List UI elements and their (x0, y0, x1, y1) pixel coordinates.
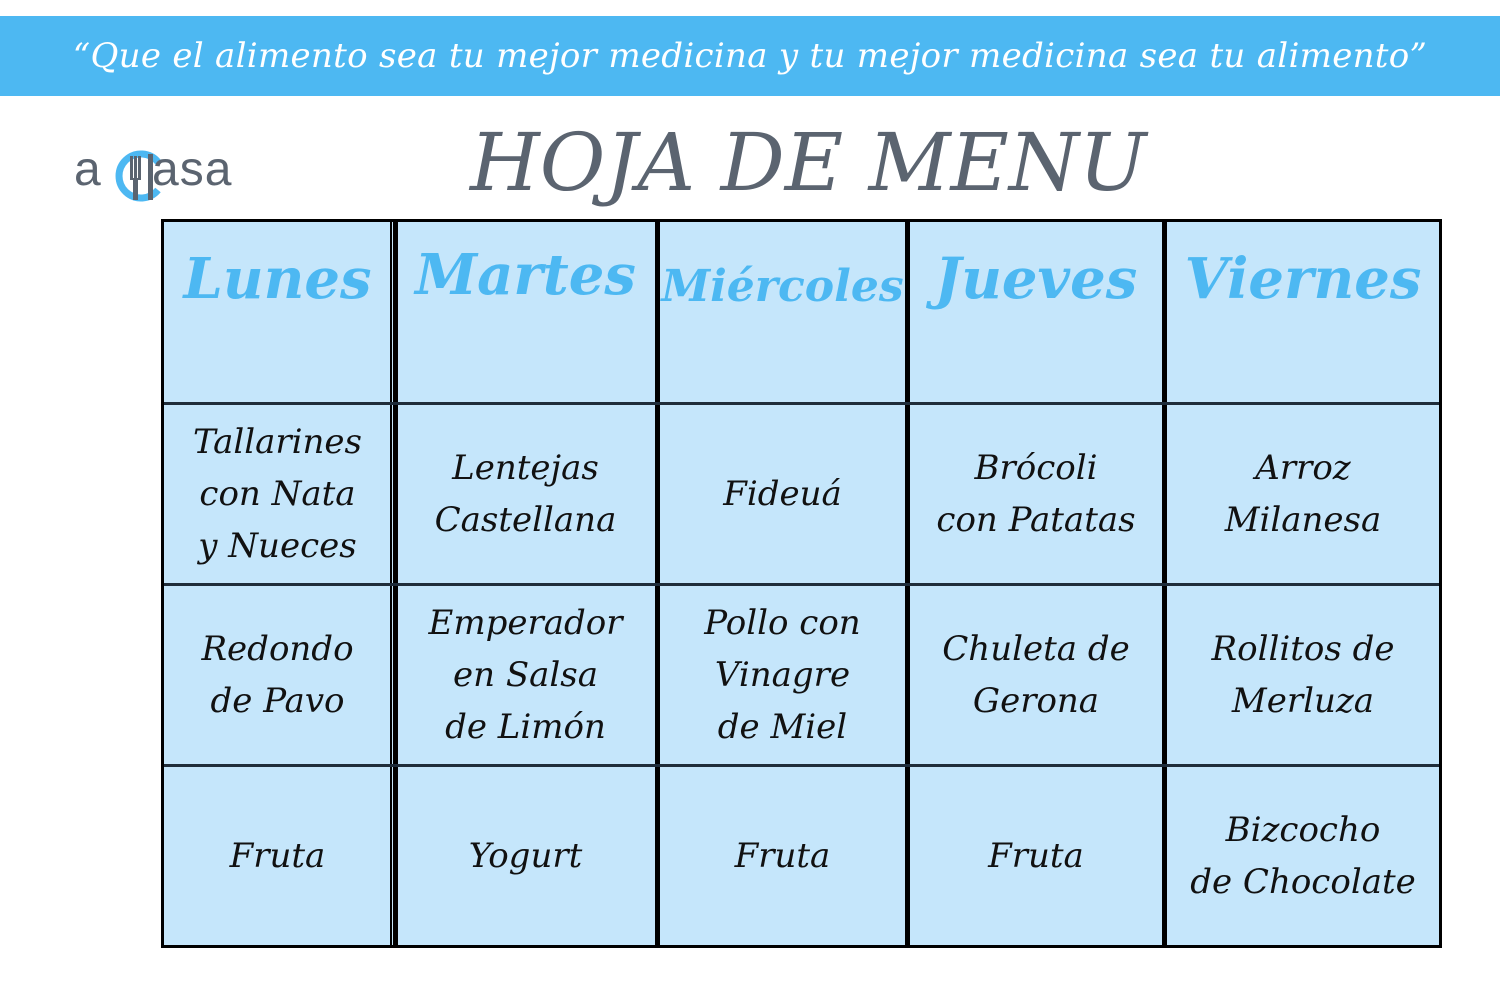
day-header-martes: Martes (415, 242, 636, 308)
row-divider (164, 402, 1439, 405)
quote-banner (0, 16, 1500, 96)
dish-martes-3: Yogurt (468, 836, 583, 876)
day-header-jueves: Jueves (934, 246, 1138, 312)
dish-lunes-3: Fruta (229, 836, 326, 876)
logo-suffix: asa (152, 143, 233, 196)
dish-viernes-3: Bizcocho de Chocolate (1190, 810, 1416, 902)
dish-viernes-1: Arroz Milanesa (1224, 448, 1382, 540)
day-header-miercoles: Miércoles (661, 261, 904, 312)
dish-jueves-3: Fruta (988, 836, 1084, 876)
dish-viernes-2: Rollitos de Merluza (1211, 629, 1395, 721)
menu-table (161, 219, 1442, 948)
page-title: HOJA DE MENU (470, 116, 1147, 209)
dish-martes-2: Emperador en Salsa de Limón (428, 603, 623, 747)
logo (70, 140, 270, 210)
row-divider (164, 764, 1439, 767)
day-header-viernes: Viernes (1184, 246, 1422, 312)
day-header-lunes: Lunes (183, 246, 372, 312)
logo-prefix: a (74, 143, 102, 196)
row-divider (164, 583, 1439, 586)
dish-jueves-1: Brócoli con Patatas (936, 448, 1136, 540)
quote-text: “Que el alimento sea tu mejor medicina y tu mejor medicina sea tu alimento” (72, 36, 1428, 76)
dish-lunes-1: Tallarines con Nata y Nueces (193, 422, 362, 566)
dish-miercoles-2: Pollo con Vinagre de Miel (704, 603, 861, 747)
dish-jueves-2: Chuleta de Gerona (942, 629, 1130, 721)
dish-miercoles-1: Fideuá (723, 474, 842, 514)
dish-lunes-2: Redondo de Pavo (201, 629, 354, 721)
dish-martes-1: Lentejas Castellana (434, 448, 617, 540)
dish-miercoles-3: Fruta (734, 836, 831, 876)
